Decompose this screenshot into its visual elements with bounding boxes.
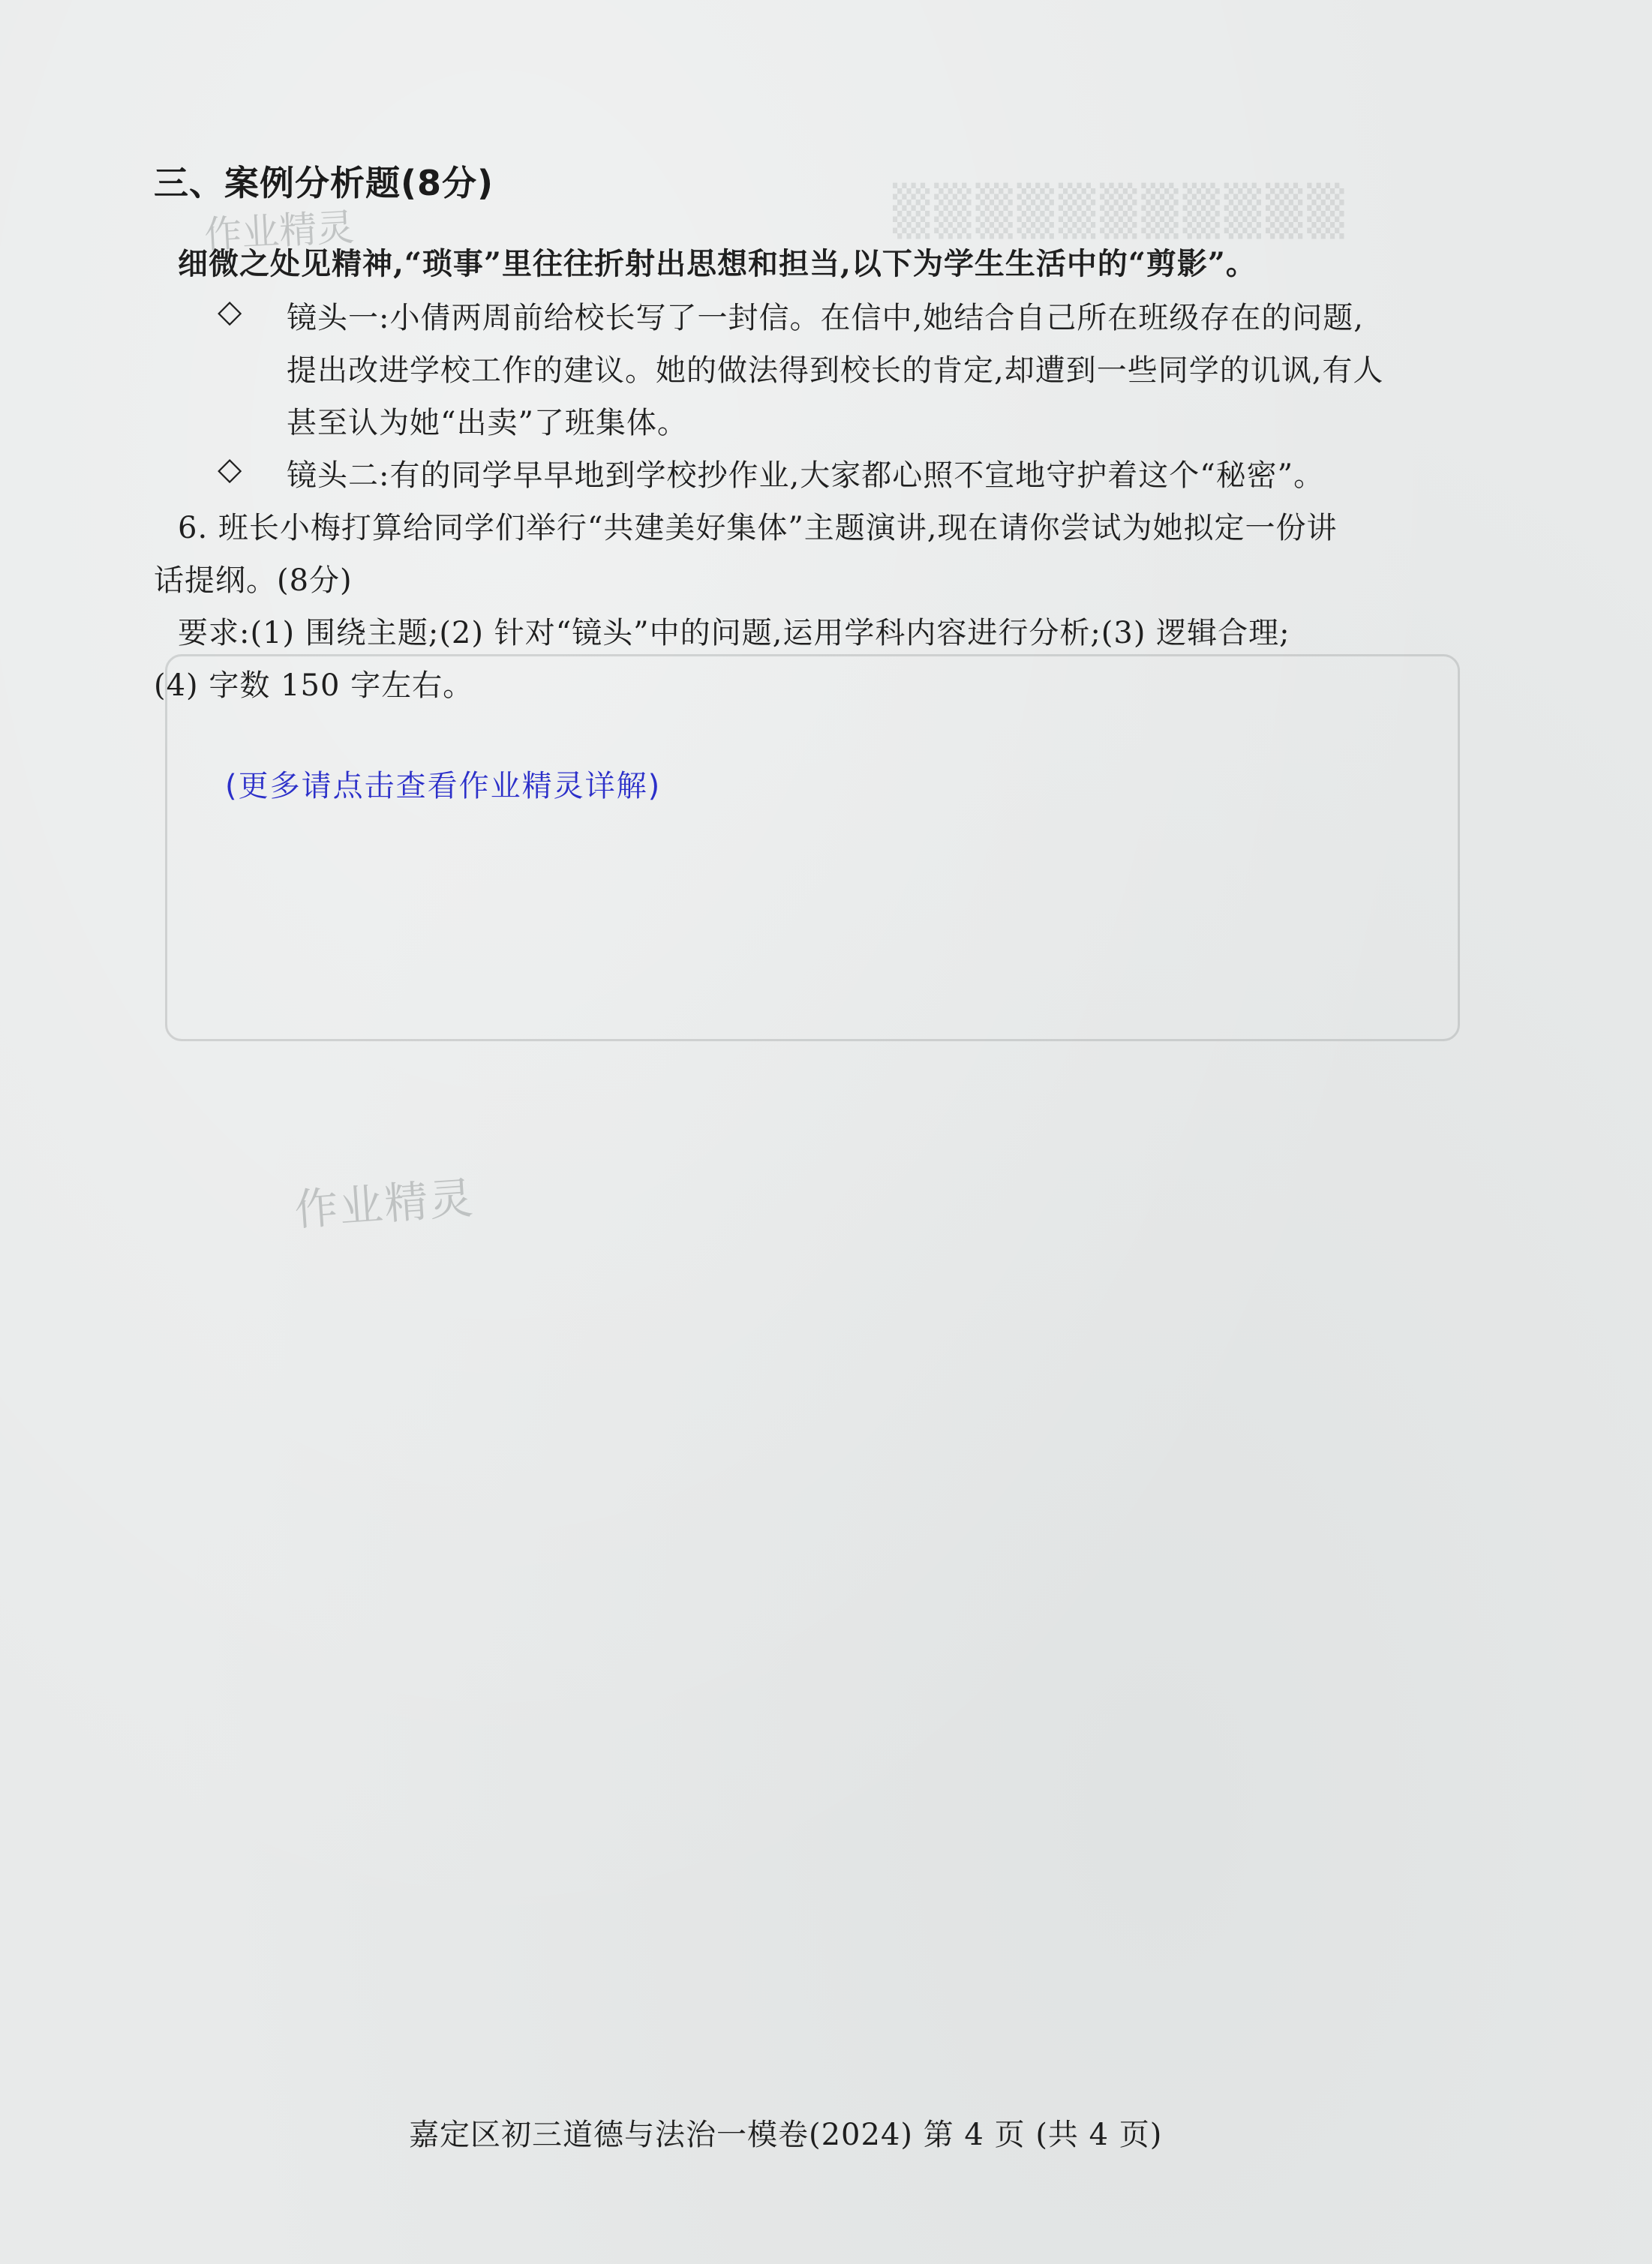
scene-one-line-3: 甚至认为她“出卖”了班集体。 [287,406,688,440]
scene-two-line-1: 镜头二:有的同学早早地到学校抄作业,大家都心照不宣地守护着这个“秘密”。 [287,458,1325,493]
scene-one-line-1: 镜头一:小倩两周前给校长写了一封信。在信中,她结合自己所在班级存在的问题, [287,301,1364,335]
scene-one-line-2: 提出改进学校工作的建议。她的做法得到校长的肯定,却遭到一些同学的讥讽,有人 [287,353,1384,388]
page-footer: 嘉定区初三道德与法治一模卷(2024) 第 4 页 (共 4 页) [409,2118,1163,2152]
requirements-line-1: 要求:(1) 围绕主题;(2) 针对“镜头”中的问题,运用学科内容进行分析;(3) 逻辑合理; [178,616,1290,650]
diamond-bullet-icon: ◇ [218,293,242,329]
answer-box [165,654,1460,1041]
question-line-2: 话提纲。(8分) [154,563,353,598]
section-title: 三、案例分析题(8分) [154,163,494,203]
watermark-top: 作业精灵 [203,205,356,257]
bleed-through-decoration: ▒▒▒▒▒▒▒▒▒▒▒ [893,184,1349,239]
requirements-line-2: (4) 字数 150 字左右。 [154,668,474,703]
intro-text: 细微之处见精神,“琐事”里往往折射出思想和担当,以下为学生生活中的“剪影”。 [178,246,1257,281]
question-line-1: 6. 班长小梅打算给同学们举行“共建美好集体”主题演讲,现在请你尝试为她拟定一份讲 [178,511,1338,545]
diamond-bullet-icon: ◇ [218,450,242,487]
view-details-link[interactable]: (更多请点击查看作业精灵详解) [225,769,662,803]
watermark-middle: 作业精灵 [293,1172,476,1236]
